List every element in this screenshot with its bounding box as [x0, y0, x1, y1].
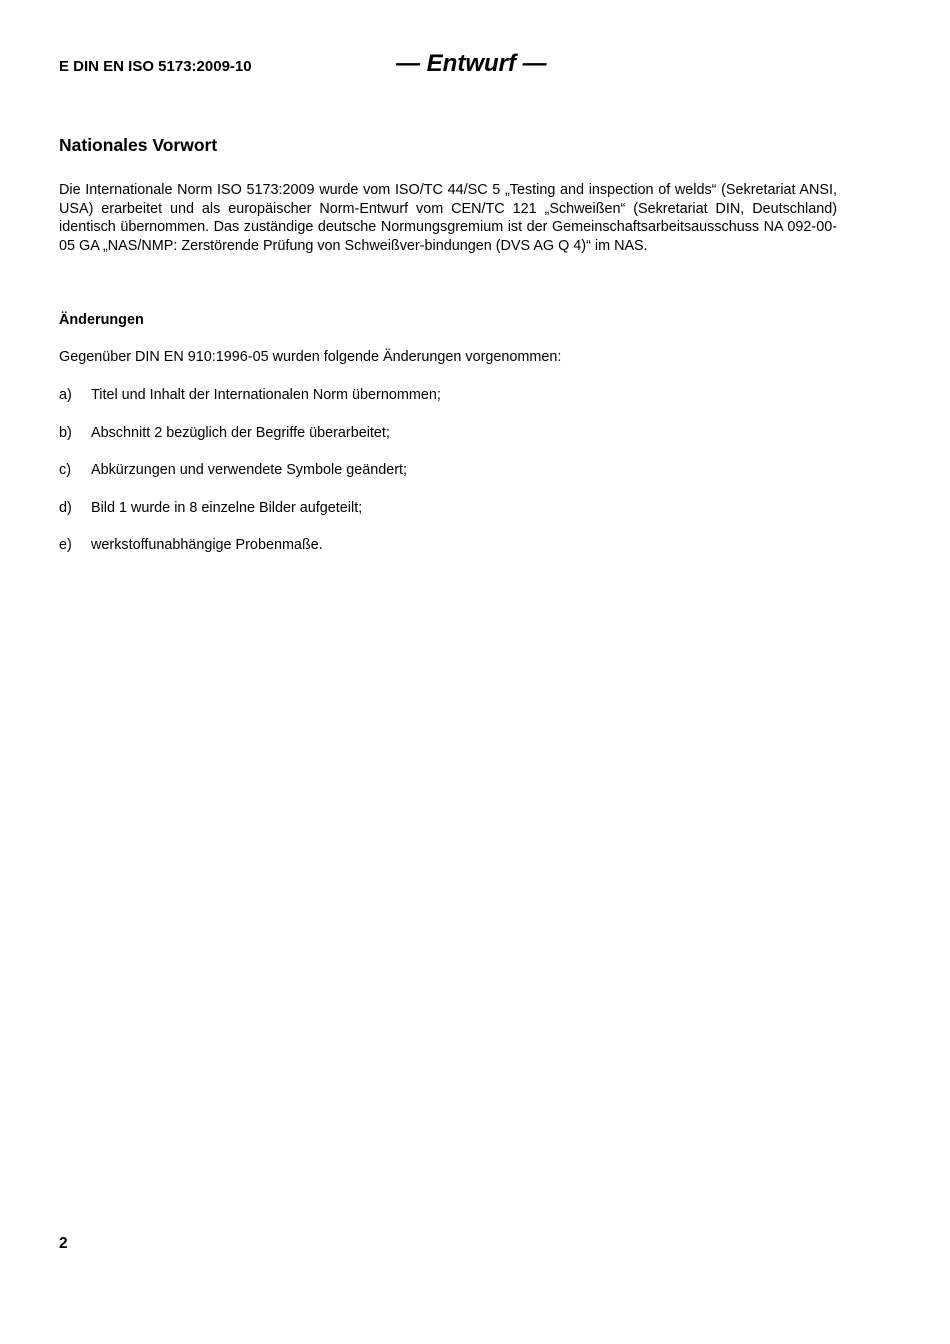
list-marker: c): [59, 462, 71, 478]
list-item: [59, 499, 441, 517]
list-item-text: Bild 1 wurde in 8 einzelne Bilder aufgeteilt;: [91, 499, 363, 516]
list-marker: b): [59, 424, 72, 441]
page-number: 2: [59, 1235, 68, 1252]
list-marker: e): [59, 537, 72, 553]
changes-lead: Gegenüber DIN EN 910:1996-05 wurden folgende Änderungen vorgenommen:: [59, 349, 562, 365]
changes-list: [59, 386, 441, 574]
document-id: E DIN EN ISO 5173:2009-10: [59, 58, 252, 75]
list-item-text: Abkürzungen und verwendete Symbole geändert;: [91, 462, 408, 478]
list-item: [59, 424, 441, 442]
foreword-paragraph: Die Internationale Norm ISO 5173:2009 wurde vom ISO/TC 44/SC 5 „Testing and inspection of welds“ (Sekretariat ANSI, USA) erarbeitet und als europäischer Norm-Entwurf vom CEN/TC 121 „Schweißen“ (Sekretariat DIN, Deutschland) identisch übernommen. Das zuständige deutsche Normungsgremium ist der Gemeinschaftsarbeitsausschuss NA 092-00-05 GA „NAS/NMP: Zerstörende Prüfung von Schweißver-bindungen (DVS AG Q 4)“ im NAS.: [59, 182, 837, 254]
list-marker: a): [59, 387, 72, 403]
list-marker: d): [59, 499, 72, 516]
section-title: Nationales Vorwort: [59, 135, 218, 155]
list-item: [59, 536, 441, 554]
draft-mark: — Entwurf —: [396, 50, 547, 77]
list-item: [59, 386, 441, 404]
list-item-text: werkstoffunabhängige Probenmaße.: [91, 537, 323, 553]
list-item-text: Abschnitt 2 bezüglich der Begriffe überarbeitet;: [91, 424, 390, 441]
list-item-text: Titel und Inhalt der Internationalen Norm übernommen;: [91, 387, 441, 403]
changes-heading: Änderungen: [59, 312, 144, 328]
list-item: [59, 461, 441, 479]
